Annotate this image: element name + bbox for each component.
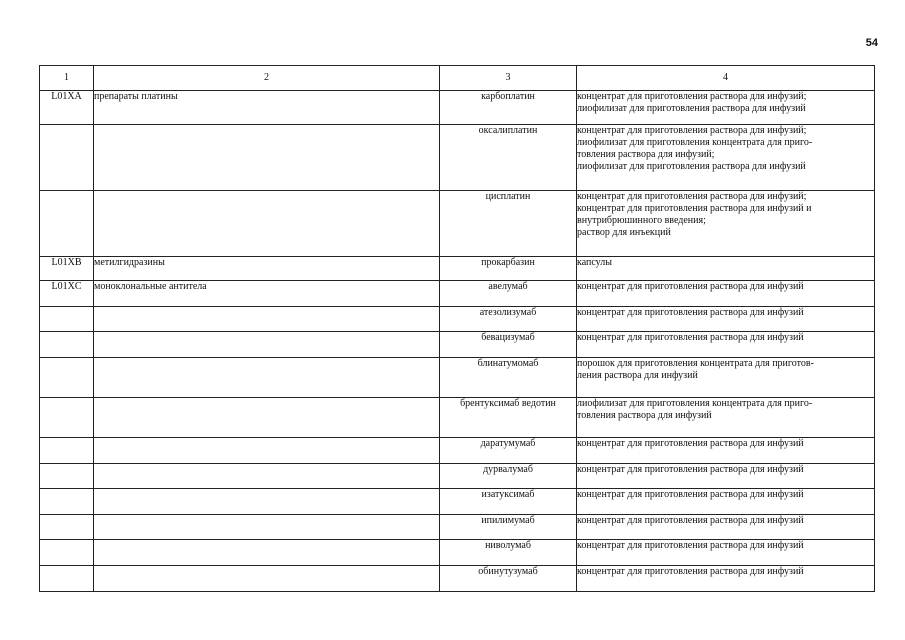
table-row bbox=[40, 464, 875, 489]
table-row bbox=[40, 125, 875, 191]
table-row bbox=[40, 332, 875, 358]
dosage-form-line: концентрат для приготовления раствора для инфузий; bbox=[577, 191, 807, 202]
dosage-forms-cell bbox=[577, 358, 875, 398]
dosage-form-line: лиофилизат для приготовления концентрата для приго- bbox=[577, 398, 813, 409]
dosage-forms-cell bbox=[577, 438, 875, 464]
atc-code-cell: L01XA bbox=[40, 91, 94, 125]
dosage-form-line: концентрат для приготовления раствора для инфузий bbox=[577, 332, 804, 343]
dosage-forms-cell bbox=[577, 540, 875, 566]
drug-name-cell: обинутузумаб bbox=[440, 566, 577, 592]
dosage-form-line: концентрат для приготовления раствора для инфузий bbox=[577, 464, 804, 475]
table-row bbox=[40, 566, 875, 592]
atc-code-cell bbox=[40, 191, 94, 257]
dosage-form-line: концентрат для приготовления раствора для инфузий bbox=[577, 438, 804, 449]
column-header-4: 4 bbox=[577, 66, 875, 91]
group-name-cell bbox=[94, 358, 440, 398]
dosage-form-line: концентрат для приготовления раствора для инфузий bbox=[577, 515, 804, 526]
atc-code-cell bbox=[40, 398, 94, 438]
drug-name-cell: брентуксимаб ведотин bbox=[440, 398, 577, 438]
drug-name-cell: бевацизумаб bbox=[440, 332, 577, 358]
dosage-forms-cell bbox=[577, 489, 875, 515]
dosage-forms-cell bbox=[577, 91, 875, 125]
dosage-form-line: товления раствора для инфузий bbox=[577, 410, 712, 421]
atc-code-cell bbox=[40, 438, 94, 464]
table-row bbox=[40, 91, 875, 125]
dosage-form-line: лиофилизат для приготовления концентрата для приго- bbox=[577, 137, 813, 148]
dosage-form-line: капсулы bbox=[577, 257, 612, 268]
atc-code-cell bbox=[40, 332, 94, 358]
atc-code-cell bbox=[40, 489, 94, 515]
dosage-form-line: лиофилизат для приготовления раствора для инфузий bbox=[577, 103, 806, 114]
atc-code-cell bbox=[40, 540, 94, 566]
dosage-forms-cell bbox=[577, 191, 875, 257]
dosage-forms-cell bbox=[577, 307, 875, 332]
drug-table bbox=[39, 65, 875, 592]
dosage-forms-cell bbox=[577, 515, 875, 540]
group-name-cell bbox=[94, 438, 440, 464]
table-row bbox=[40, 489, 875, 515]
drug-name-cell: ипилимумаб bbox=[440, 515, 577, 540]
dosage-forms-cell bbox=[577, 566, 875, 592]
group-name-cell bbox=[94, 540, 440, 566]
group-name-cell bbox=[94, 515, 440, 540]
table-row bbox=[40, 540, 875, 566]
table-row bbox=[40, 358, 875, 398]
table-row bbox=[40, 191, 875, 257]
drug-name-cell: даратумумаб bbox=[440, 438, 577, 464]
table-row bbox=[40, 307, 875, 332]
dosage-forms-cell bbox=[577, 257, 875, 281]
column-header-2: 2 bbox=[94, 66, 440, 91]
dosage-form-line: раствор для инъекций bbox=[577, 227, 671, 238]
drug-name-cell: цисплатин bbox=[440, 191, 577, 257]
header-row bbox=[40, 66, 875, 91]
dosage-forms-cell bbox=[577, 281, 875, 307]
atc-code-cell bbox=[40, 358, 94, 398]
group-name-cell bbox=[94, 398, 440, 438]
drug-name-cell: ниволумаб bbox=[440, 540, 577, 566]
drug-name-cell: дурвалумаб bbox=[440, 464, 577, 489]
atc-code-cell bbox=[40, 307, 94, 332]
drug-name-cell: оксалиплатин bbox=[440, 125, 577, 191]
group-name-cell bbox=[94, 566, 440, 592]
atc-code-cell bbox=[40, 515, 94, 540]
column-header-1: 1 bbox=[40, 66, 94, 91]
group-name-cell bbox=[94, 489, 440, 515]
table-body bbox=[40, 91, 875, 592]
drug-name-cell: блинатумомаб bbox=[440, 358, 577, 398]
dosage-form-line: внутрибрюшинного введения; bbox=[577, 215, 706, 226]
dosage-form-line: концентрат для приготовления раствора для инфузий bbox=[577, 566, 804, 577]
dosage-form-line: порошок для приготовления концентрата для приготов- bbox=[577, 358, 814, 369]
dosage-form-line: ления раствора для инфузий bbox=[577, 370, 698, 381]
drug-name-cell: карбоплатин bbox=[440, 91, 577, 125]
dosage-forms-cell bbox=[577, 464, 875, 489]
dosage-form-line: концентрат для приготовления раствора для инфузий bbox=[577, 281, 804, 292]
dosage-forms-cell bbox=[577, 398, 875, 438]
drug-name-cell: изатуксимаб bbox=[440, 489, 577, 515]
dosage-form-line: концентрат для приготовления раствора для инфузий; bbox=[577, 91, 807, 102]
atc-code-cell bbox=[40, 125, 94, 191]
table-row bbox=[40, 257, 875, 281]
atc-code-cell bbox=[40, 566, 94, 592]
table-row bbox=[40, 281, 875, 307]
drug-name-cell: атезолизумаб bbox=[440, 307, 577, 332]
group-name-cell bbox=[94, 191, 440, 257]
table-row bbox=[40, 398, 875, 438]
group-name-cell bbox=[94, 332, 440, 358]
drug-name-cell: авелумаб bbox=[440, 281, 577, 307]
atc-code-cell bbox=[40, 464, 94, 489]
drug-name-cell: прокарбазин bbox=[440, 257, 577, 281]
atc-code-cell: L01XB bbox=[40, 257, 94, 281]
dosage-form-line: концентрат для приготовления раствора для инфузий bbox=[577, 489, 804, 500]
dosage-forms-cell bbox=[577, 125, 875, 191]
dosage-forms-cell bbox=[577, 332, 875, 358]
group-name-cell bbox=[94, 307, 440, 332]
dosage-form-line: лиофилизат для приготовления раствора для инфузий bbox=[577, 161, 806, 172]
group-name-cell: метилгидразины bbox=[94, 257, 440, 281]
group-name-cell bbox=[94, 464, 440, 489]
dosage-form-line: концентрат для приготовления раствора для инфузий bbox=[577, 540, 804, 551]
group-name-cell: моноклональные антитела bbox=[94, 281, 440, 307]
group-name-cell bbox=[94, 125, 440, 191]
table-row bbox=[40, 515, 875, 540]
dosage-form-line: концентрат для приготовления раствора для инфузий; bbox=[577, 125, 807, 136]
dosage-form-line: концентрат для приготовления раствора для инфузий и bbox=[577, 203, 812, 214]
dosage-form-line: товления раствора для инфузий; bbox=[577, 149, 715, 160]
dosage-form-line: концентрат для приготовления раствора для инфузий bbox=[577, 307, 804, 318]
atc-code-cell: L01XC bbox=[40, 281, 94, 307]
page-number: 54 bbox=[865, 37, 878, 49]
column-header-3: 3 bbox=[440, 66, 577, 91]
group-name-cell: препараты платины bbox=[94, 91, 440, 125]
table-row bbox=[40, 438, 875, 464]
